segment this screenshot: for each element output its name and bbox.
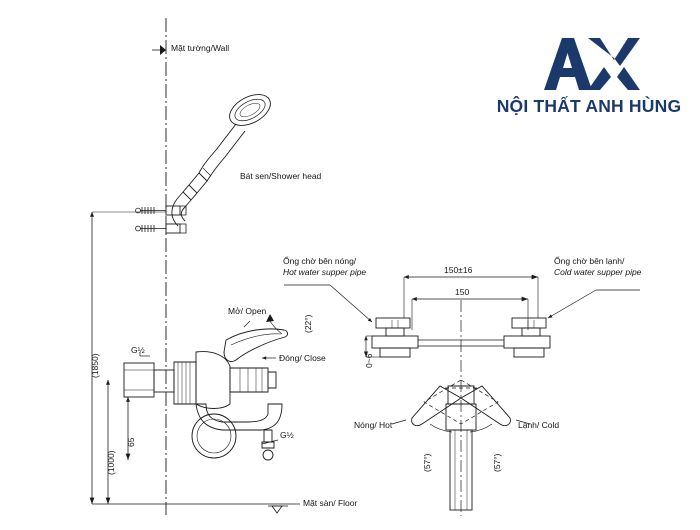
- label-thread-top: G½: [131, 345, 145, 355]
- company-logo: [492, 34, 686, 126]
- dimension-angle-hot: (57°): [422, 453, 432, 472]
- dimension-center-distance-tol: 150±16: [444, 265, 473, 275]
- label-hot: Nóng/ Hot: [354, 420, 393, 430]
- label-wall: Mặt tường/Wall: [171, 43, 230, 53]
- dimension-height-spout: (1000): [106, 450, 116, 475]
- label-open: Mở/ Open: [228, 306, 267, 316]
- label-hot-supply-pipe-vn: Ống chờ bên nóng/: [283, 256, 357, 266]
- label-hot-supply-pipe-en: Hot water supper pipe: [283, 267, 367, 277]
- ah-monogram-icon: [538, 34, 642, 92]
- dimension-wall-gap: 0~6: [364, 353, 374, 368]
- label-close: Đóng/ Close: [279, 353, 326, 363]
- label-floor: Mặt sàn/ Floor: [303, 498, 358, 508]
- dimension-angle-open: (22°): [303, 314, 313, 333]
- dimension-height-total: (1850): [90, 353, 100, 378]
- dimension-center-distance: 150: [455, 287, 470, 297]
- label-cold: Lạnh/ Cold: [518, 420, 560, 430]
- label-thread-bottom: G½: [280, 430, 294, 440]
- dimension-angle-cold: (57°): [492, 453, 502, 472]
- label-cold-supply-pipe-vn: Ống chờ bên lạnh/: [554, 256, 625, 266]
- dimension-height-65: 65: [126, 437, 136, 447]
- label-cold-supply-pipe-en: Cold water supper pipe: [554, 267, 642, 277]
- company-name: NỘI THẤT ANH HÙNG: [496, 96, 682, 116]
- label-shower-head: Bát sen/Shower head: [240, 171, 322, 181]
